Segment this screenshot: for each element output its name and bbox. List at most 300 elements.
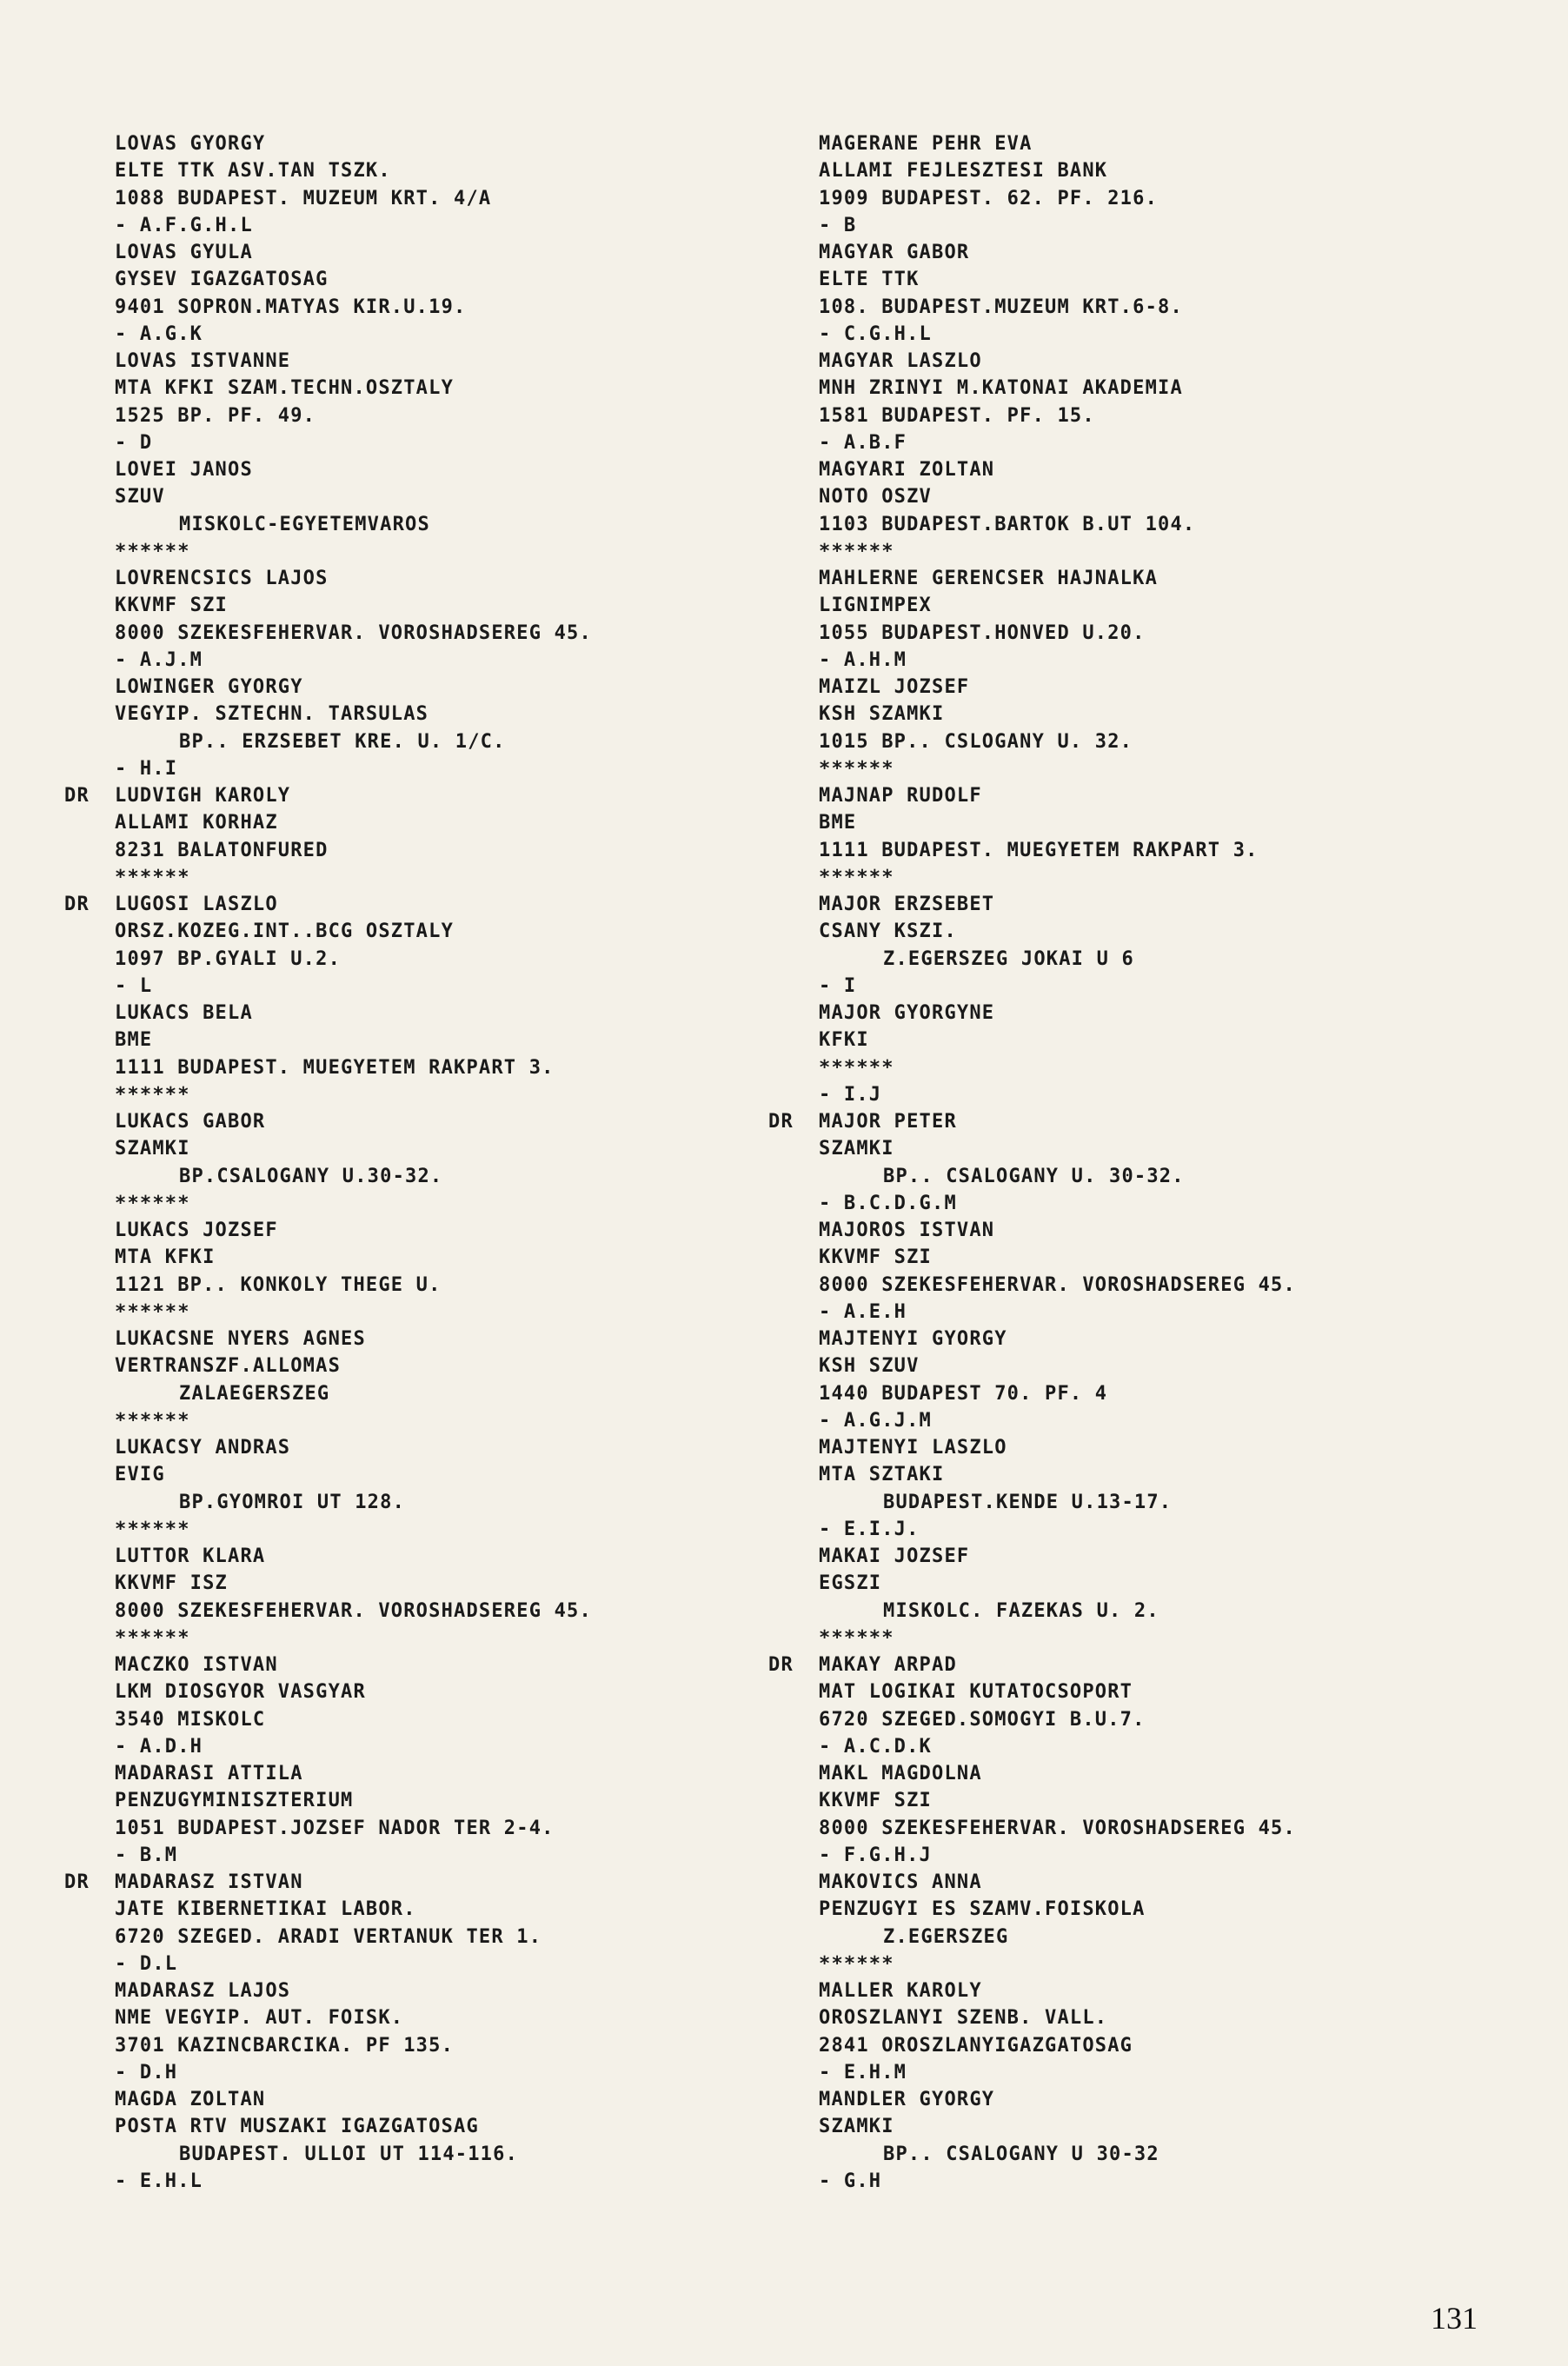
- entry-name: MAJOR PETER: [819, 1111, 957, 1133]
- entry-address-line: [768, 1163, 1481, 1190]
- entry-address-line: [64, 375, 777, 402]
- directory-entry: [64, 1108, 777, 1217]
- entry-line-text: 8000 SZEKESFEHERVAR. VOROSHADSEREG 45.: [819, 1273, 1296, 1296]
- entry-address-line: [768, 2141, 1481, 2168]
- entry-name: MAHLERNE GERENCSER HAJNALKA: [819, 568, 1159, 589]
- entry-line-text: MISKOLC. FAZEKAS U. 2.: [883, 1599, 1159, 1622]
- entry-line-text: ******: [115, 1083, 190, 1106]
- entry-codes: [64, 1407, 777, 1434]
- entry-line-text: 8000 SZEKESFEHERVAR. VOROSHADSEREG 45.: [819, 1817, 1296, 1839]
- entry-name: LOVAS GYORGY: [115, 133, 266, 155]
- entry-name-line: [768, 1108, 1481, 1135]
- entry-codes: [64, 321, 777, 348]
- directory-entry: [64, 674, 777, 782]
- directory-entry: [64, 1977, 777, 2086]
- entry-address-line: [768, 1135, 1481, 1162]
- entry-address-line: [64, 918, 777, 945]
- entry-name-line: [64, 130, 777, 157]
- directory-entry: [64, 1217, 777, 1326]
- entry-codes: [64, 1625, 777, 1652]
- entry-name: LUKACSNE NYERS AGNES: [115, 1328, 366, 1350]
- directory-entry: [64, 1869, 777, 1977]
- entry-address-line: [768, 620, 1481, 647]
- entry-line-text: BUDAPEST. ULLOI UT 114-116.: [179, 2143, 519, 2165]
- entry-codes: [768, 647, 1481, 674]
- entry-line-text: 1121 BP.. KONKOLY THEGE U.: [115, 1273, 442, 1296]
- entry-line-text: PENZUGYI ES SZAMV.FOISKOLA: [819, 1898, 1146, 1921]
- entry-line-text: EVIG: [115, 1464, 165, 1486]
- entry-codes: [768, 973, 1481, 1000]
- entry-line-text: MTA KFKI: [115, 1246, 216, 1269]
- entry-address-line: [64, 1461, 777, 1488]
- entry-line-text: - A.J.M: [115, 648, 203, 671]
- entry-address-line: [768, 375, 1481, 402]
- entry-address-line: [64, 1706, 777, 1733]
- entry-line-text: 9401 SOPRON.MATYAS KIR.U.19.: [115, 296, 467, 318]
- entry-name-line: [768, 565, 1481, 592]
- entry-codes: [768, 1516, 1481, 1543]
- entry-line-text: OROSZLANYI SZENB. VALL.: [819, 2007, 1108, 2030]
- entry-codes: [768, 212, 1481, 239]
- entry-line-text: 6720 SZEGED. ARADI VERTANUK TER 1.: [115, 1925, 542, 1948]
- directory-entry: [768, 130, 1481, 239]
- directory-entry: [768, 674, 1481, 782]
- entry-line-text: ******: [819, 866, 894, 888]
- entry-address-line: [64, 294, 777, 321]
- entry-address-line: [768, 2004, 1481, 2031]
- left-column: [64, 130, 777, 2195]
- entry-name-line: [768, 239, 1481, 266]
- directory-entry: [768, 1217, 1481, 1326]
- entry-name-line: [64, 1000, 777, 1027]
- entry-line-text: NOTO OSZV: [819, 486, 933, 508]
- directory-entry: [64, 782, 777, 891]
- entry-line-text: BP.. CSALOGANY U 30-32: [883, 2143, 1159, 2165]
- directory-entry: [64, 1543, 777, 1652]
- entry-name: MAKAI JOZSEF: [819, 1545, 970, 1567]
- entry-address-line: [768, 1054, 1481, 1081]
- entry-name: MAJTENYI LASZLO: [819, 1437, 1007, 1459]
- entry-name-line: [64, 674, 777, 701]
- entry-address-line: [768, 1787, 1481, 1814]
- entry-name: MAJOROS ISTVAN: [819, 1220, 995, 1241]
- entry-name-line: [768, 456, 1481, 483]
- directory-entry: [64, 130, 777, 239]
- entry-codes: [768, 321, 1481, 348]
- entry-name: MAGYAR GABOR: [819, 242, 970, 263]
- entry-address-line: [768, 1272, 1481, 1299]
- entry-line-text: SZUV: [115, 486, 165, 508]
- entry-line-text: - A.C.D.K: [819, 1735, 933, 1758]
- entry-address-line: [768, 701, 1481, 728]
- entry-address-line: [64, 1598, 777, 1625]
- entry-title: DR: [64, 1871, 90, 1893]
- entry-address-line: [768, 1244, 1481, 1271]
- entry-title: DR: [768, 1654, 794, 1676]
- entry-address-line: [64, 701, 777, 728]
- directory-entry: [768, 348, 1481, 456]
- entry-name: LOVRENCSICS LAJOS: [115, 568, 329, 589]
- entry-codes: [768, 2168, 1481, 2195]
- right-column: [768, 130, 1481, 2195]
- entry-codes: [64, 755, 777, 782]
- entry-address-line: [64, 946, 777, 973]
- entry-address-line: [64, 2004, 777, 2031]
- entry-name: LOVAS GYULA: [115, 242, 253, 263]
- entry-name-line: [768, 1000, 1481, 1027]
- entry-name: LUKACSY ANDRAS: [115, 1437, 291, 1459]
- entry-name: LUDVIGH KAROLY: [115, 785, 291, 807]
- entry-codes: [64, 1733, 777, 1760]
- entry-name: MADARASZ ISTVAN: [115, 1871, 303, 1893]
- entry-name-line: [64, 239, 777, 266]
- entry-address-line: [768, 1706, 1481, 1733]
- entry-name: LUKACS GABOR: [115, 1111, 266, 1133]
- entry-line-text: - A.E.H: [819, 1300, 907, 1323]
- entry-codes: [768, 755, 1481, 782]
- entry-codes: [768, 1733, 1481, 1760]
- entry-name-line: [64, 1543, 777, 1570]
- entry-address-line: [768, 728, 1481, 755]
- entry-name: LOVEI JANOS: [115, 459, 253, 481]
- entry-line-text: VEGYIP. SZTECHN. TARSULAS: [115, 703, 429, 726]
- entry-address-line: [64, 1924, 777, 1951]
- entry-line-text: ******: [115, 1300, 190, 1323]
- entry-codes: [768, 864, 1481, 891]
- directory-entry: [64, 1326, 777, 1434]
- entry-name-line: [64, 565, 777, 592]
- directory-entry: [768, 1326, 1481, 1434]
- entry-address-line: [64, 157, 777, 184]
- entry-codes: [64, 1842, 777, 1869]
- entry-codes: [768, 1081, 1481, 1108]
- entry-codes: [64, 2059, 777, 2086]
- entry-line-text: ******: [115, 866, 190, 888]
- directory-entry: [64, 1000, 777, 1108]
- entry-codes: [64, 1951, 777, 1977]
- entry-line-text: 1088 BUDAPEST. MUZEUM KRT. 4/A: [115, 187, 492, 209]
- entry-line-text: - H.I: [115, 757, 178, 780]
- entry-codes: [64, 1299, 777, 1326]
- entry-line-text: LIGNIMPEX: [819, 595, 933, 617]
- entry-codes: [64, 212, 777, 239]
- entry-line-text: - C.G.H.L: [819, 322, 933, 345]
- entry-address-line: [768, 185, 1481, 212]
- entry-line-text: Z.EGERSZEG: [883, 1925, 1009, 1948]
- entry-address-line: [64, 1489, 777, 1516]
- entry-line-text: GYSEV IGAZGATOSAG: [115, 269, 329, 291]
- entry-codes: [64, 1081, 777, 1108]
- entry-name: LUKACS BELA: [115, 1002, 253, 1024]
- entry-line-text: LKM DIOSGYOR VASGYAR: [115, 1681, 366, 1704]
- entry-line-text: PENZUGYMINISZTERIUM: [115, 1790, 354, 1812]
- entry-title: DR: [64, 894, 90, 915]
- entry-name-line: [64, 1869, 777, 1896]
- entry-address-line: [768, 946, 1481, 973]
- entry-address-line: [768, 1678, 1481, 1705]
- entry-codes: [64, 2168, 777, 2195]
- entry-name: LOWINGER GYORGY: [115, 676, 303, 698]
- entry-address-line: [768, 1380, 1481, 1407]
- entry-name: LUGOSI LASZLO: [115, 894, 278, 915]
- entry-line-text: - B.C.D.G.M: [819, 1192, 957, 1214]
- entry-name-line: [64, 1434, 777, 1461]
- entry-line-text: MTA SZTAKI: [819, 1464, 945, 1486]
- entry-name: MAGDA ZOLTAN: [115, 2089, 266, 2110]
- entry-address-line: [64, 1352, 777, 1379]
- entry-line-text: - A.B.F: [819, 431, 907, 454]
- entry-line-text: KSH SZAMKI: [819, 703, 945, 726]
- directory-entry: [768, 1108, 1481, 1217]
- directory-entry: [768, 1652, 1481, 1760]
- entry-name: MAKAY ARPAD: [819, 1654, 957, 1676]
- entry-line-text: ALLAMI KORHAZ: [115, 812, 278, 834]
- entry-line-text: - A.D.H: [115, 1735, 203, 1758]
- entry-name-line: [64, 1326, 777, 1352]
- entry-name: MACZKO ISTVAN: [115, 1654, 278, 1676]
- entry-title: DR: [64, 785, 90, 807]
- entry-line-text: ORSZ.KOZEG.INT..BCG OSZTALY: [115, 920, 455, 943]
- entry-line-text: 1525 BP. PF. 49.: [115, 404, 316, 427]
- entry-line-text: BP.. ERZSEBET KRE. U. 1/C.: [179, 730, 506, 753]
- entry-name-line: [64, 1977, 777, 2004]
- entry-address-line: [768, 266, 1481, 293]
- entry-address-line: [768, 483, 1481, 510]
- directory-entry: [64, 1652, 777, 1760]
- directory-entry: [768, 1434, 1481, 1543]
- entry-address-line: [64, 1380, 777, 1407]
- entry-line-text: ******: [819, 757, 894, 780]
- entry-line-text: - F.G.H.J: [819, 1844, 933, 1866]
- entry-address-line: [64, 592, 777, 619]
- entry-line-text: EGSZI: [819, 1572, 882, 1595]
- entry-name-line: [64, 891, 777, 918]
- entry-line-text: 1111 BUDAPEST. MUEGYETEM RAKPART 3.: [819, 839, 1259, 861]
- entry-line-text: 2841 OROSZLANYIGAZGATOSAG: [819, 2034, 1133, 2057]
- entry-name-line: [768, 1543, 1481, 1570]
- entry-address-line: [768, 511, 1481, 538]
- directory-entry: [768, 2086, 1481, 2195]
- entry-codes: [768, 1299, 1481, 1326]
- entry-line-text: ELTE TTK: [819, 269, 920, 291]
- entry-line-text: KFKI: [819, 1029, 869, 1052]
- entry-line-text: - B.M: [115, 1844, 178, 1866]
- entry-line-text: - L: [115, 974, 153, 997]
- entry-name-line: [768, 2086, 1481, 2113]
- entry-address-line: [64, 511, 777, 538]
- entry-line-text: - E.H.L: [115, 2170, 203, 2192]
- entry-line-text: ******: [115, 1409, 190, 1432]
- entry-name: MAGERANE PEHR EVA: [819, 133, 1033, 155]
- entry-line-text: ALLAMI FEJLESZTESI BANK: [819, 160, 1108, 183]
- entry-line-text: BME: [819, 812, 857, 834]
- entry-line-text: 1581 BUDAPEST. PF. 15.: [819, 404, 1095, 427]
- entry-line-text: 8000 SZEKESFEHERVAR. VOROSHADSEREG 45.: [115, 621, 592, 644]
- entry-line-text: SZAMKI: [819, 1138, 894, 1160]
- entry-line-text: ******: [819, 1952, 894, 1975]
- entry-name: MAKOVICS ANNA: [819, 1871, 982, 1893]
- entry-name-line: [64, 782, 777, 809]
- directory-entry: [64, 239, 777, 348]
- entry-name: MAJOR ERZSEBET: [819, 894, 995, 915]
- entry-name-line: [64, 1217, 777, 1244]
- entry-codes: [768, 1842, 1481, 1869]
- directory-entry: [64, 891, 777, 1000]
- entry-address-line: [64, 1272, 777, 1299]
- entry-address-line: [64, 620, 777, 647]
- entry-address-line: [64, 2113, 777, 2140]
- entry-name-line: [768, 782, 1481, 809]
- entry-line-text: KKVMF SZI: [819, 1790, 933, 1812]
- entry-address-line: [768, 1461, 1481, 1488]
- entry-address-line: [768, 918, 1481, 945]
- entry-name-line: [64, 348, 777, 375]
- entry-address-line: [768, 592, 1481, 619]
- entry-line-text: SZAMKI: [819, 2116, 894, 2138]
- entry-address-line: [768, 402, 1481, 429]
- entry-address-line: [768, 1352, 1481, 1379]
- entry-address-line: [768, 2032, 1481, 2059]
- directory-entry: [64, 456, 777, 565]
- entry-address-line: [768, 1924, 1481, 1951]
- entry-codes: [64, 429, 777, 456]
- entry-line-text: - A.G.K: [115, 322, 203, 345]
- entry-name: MAJTENYI GYORGY: [819, 1328, 1007, 1350]
- directory-entry: [768, 1760, 1481, 1869]
- entry-address-line: [64, 1896, 777, 1923]
- entry-line-text: CSANY KSZI.: [819, 920, 957, 943]
- directory-entry: [768, 456, 1481, 565]
- entry-line-text: BP.. CSALOGANY U. 30-32.: [883, 1165, 1185, 1187]
- directory-entry: [768, 239, 1481, 348]
- entry-address-line: [64, 1054, 777, 1081]
- entry-name: MAJOR GYORGYNE: [819, 1002, 995, 1024]
- entry-line-text: MISKOLC-EGYETEMVAROS: [179, 513, 430, 535]
- directory-entry: [768, 782, 1481, 891]
- entry-line-text: 1097 BP.GYALI U.2.: [115, 947, 342, 970]
- entry-name-line: [768, 1217, 1481, 1244]
- entry-line-text: 3701 KAZINCBARCIKA. PF 135.: [115, 2034, 455, 2057]
- entry-codes: [64, 647, 777, 674]
- entry-name-line: [768, 348, 1481, 375]
- directory-entry: [64, 2086, 777, 2195]
- entry-line-text: 1103 BUDAPEST.BARTOK B.UT 104.: [819, 513, 1196, 535]
- entry-line-text: BP.GYOMROI UT 128.: [179, 1491, 406, 1513]
- entry-name: MAGYARI ZOLTAN: [819, 459, 995, 481]
- entry-line-text: - D: [115, 431, 153, 454]
- entry-codes: [768, 1190, 1481, 1217]
- entry-name-line: [768, 1977, 1481, 2004]
- entry-line-text: ******: [819, 1056, 894, 1079]
- entry-name-line: [768, 891, 1481, 918]
- entry-address-line: [768, 1598, 1481, 1625]
- entry-address-line: [64, 1787, 777, 1814]
- entry-line-text: 1111 BUDAPEST. MUEGYETEM RAKPART 3.: [115, 1056, 555, 1079]
- entry-name-line: [64, 2086, 777, 2113]
- entry-line-text: 6720 SZEGED.SOMOGYI B.U.7.: [819, 1708, 1146, 1731]
- entry-codes: [768, 1407, 1481, 1434]
- entry-address-line: [64, 728, 777, 755]
- entry-line-text: 1440 BUDAPEST 70. PF. 4: [819, 1382, 1108, 1405]
- entry-name: MAGYAR LASZLO: [819, 350, 982, 372]
- directory-entry: [64, 348, 777, 456]
- entry-address-line: [64, 1815, 777, 1842]
- entry-line-text: ******: [115, 1626, 190, 1649]
- entry-address-line: [768, 837, 1481, 864]
- entry-name-line: [768, 1434, 1481, 1461]
- entry-line-text: BP.CSALOGANY U.30-32.: [179, 1165, 443, 1187]
- directory-entry: [64, 1434, 777, 1543]
- entry-codes: [64, 538, 777, 565]
- entry-name: LUTTOR KLARA: [115, 1545, 266, 1567]
- entry-line-text: 3540 MISKOLC: [115, 1708, 266, 1731]
- entry-line-text: KKVMF SZI: [819, 1246, 933, 1269]
- entry-name-line: [768, 130, 1481, 157]
- entry-line-text: ******: [115, 1518, 190, 1540]
- entry-line-text: - E.I.J.: [819, 1518, 920, 1540]
- entry-address-line: [64, 1678, 777, 1705]
- entry-address-line: [768, 1570, 1481, 1597]
- entry-address-line: [768, 1489, 1481, 1516]
- entry-address-line: [64, 1135, 777, 1162]
- entry-address-line: [64, 2032, 777, 2059]
- entry-line-text: BME: [115, 1029, 153, 1052]
- entry-address-line: [64, 266, 777, 293]
- entry-address-line: [64, 1244, 777, 1271]
- entry-address-line: [64, 809, 777, 836]
- entry-address-line: [768, 2113, 1481, 2140]
- entry-codes: [768, 538, 1481, 565]
- entry-address-line: [64, 402, 777, 429]
- entry-name: LOVAS ISTVANNE: [115, 350, 291, 372]
- entry-line-text: 108. BUDAPEST.MUZEUM KRT.6-8.: [819, 296, 1183, 318]
- entry-line-text: POSTA RTV MUSZAKI IGAZGATOSAG: [115, 2116, 479, 2138]
- entry-line-text: ELTE TTK ASV.TAN TSZK.: [115, 160, 391, 183]
- entry-line-text: ZALAEGERSZEG: [179, 1382, 330, 1405]
- entry-codes: [768, 1951, 1481, 1977]
- entry-address-line: [768, 1027, 1481, 1053]
- entry-line-text: 8231 BALATONFURED: [115, 839, 329, 861]
- entry-name-line: [64, 1760, 777, 1787]
- entry-address-line: [64, 1027, 777, 1053]
- entry-address-line: [768, 1815, 1481, 1842]
- entry-line-text: 1909 BUDAPEST. 62. PF. 216.: [819, 187, 1159, 209]
- entry-name-line: [64, 1108, 777, 1135]
- entry-address-line: [768, 157, 1481, 184]
- entry-name: MANDLER GYORGY: [819, 2089, 995, 2110]
- entry-address-line: [64, 483, 777, 510]
- entry-address-line: [64, 185, 777, 212]
- entry-line-text: 1055 BUDAPEST.HONVED U.20.: [819, 621, 1146, 644]
- entry-name: MAKL MAGDOLNA: [819, 1763, 982, 1784]
- entry-line-text: JATE KIBERNETIKAI LABOR.: [115, 1898, 416, 1921]
- directory-entry: [768, 1543, 1481, 1652]
- entry-name: MADARASZ LAJOS: [115, 1980, 291, 2002]
- entry-line-text: Z.EGERSZEG JOKAI U 6: [883, 947, 1134, 970]
- entry-line-text: BUDAPEST.KENDE U.13-17.: [883, 1491, 1173, 1513]
- entry-codes: [64, 973, 777, 1000]
- directory-entry: [768, 891, 1481, 1000]
- entry-codes: [64, 1516, 777, 1543]
- entry-name: MAJNAP RUDOLF: [819, 785, 982, 807]
- directory-entry: [64, 1760, 777, 1869]
- entry-line-text: - I.J: [819, 1083, 882, 1106]
- entry-name-line: [768, 1652, 1481, 1678]
- entry-line-text: SZAMKI: [115, 1138, 190, 1160]
- entry-codes: [64, 1190, 777, 1217]
- directory-entry: [768, 1000, 1481, 1108]
- entry-line-text: 1051 BUDAPEST.JOZSEF NADOR TER 2-4.: [115, 1817, 555, 1839]
